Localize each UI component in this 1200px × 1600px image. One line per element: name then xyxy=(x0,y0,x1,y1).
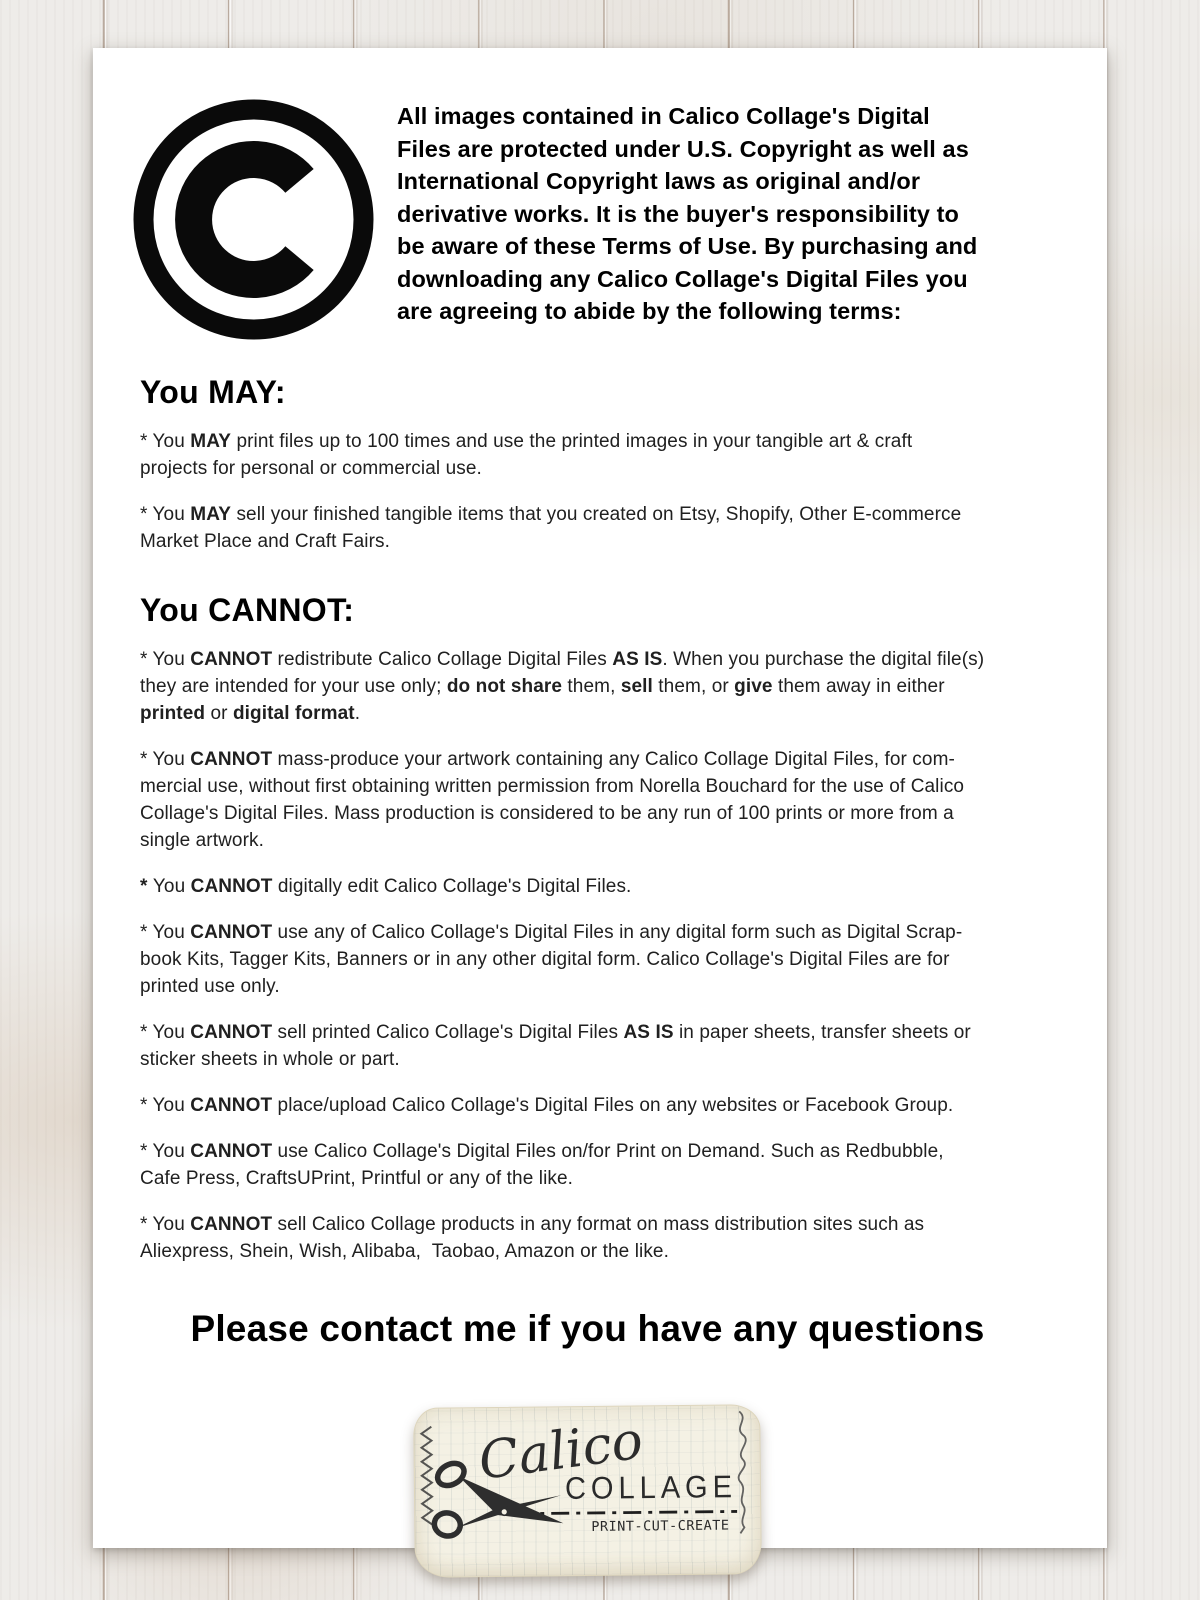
section-you-may xyxy=(140,372,1035,555)
terms-paragraph: * You CANNOT digitally edit Calico Collage's Digital Files. xyxy=(140,876,632,897)
terms-paragraph: * You MAY print files up to 100 times and use the printed images in your tangible art & craft projects for personal or commercial use. xyxy=(140,431,913,479)
logo-caps-text: COLLAGE xyxy=(564,1470,738,1507)
terms-paragraph: * You CANNOT redistribute Calico Collage Digital Files AS IS. When you purchase the digital file(s) they are intended for your use only; do not share them, sell them, or give them away in either printed or digital format. xyxy=(140,649,985,724)
terms-paragraph: * You MAY sell your finished tangible items that you created on Etsy, Shopify, Other E-commerce Market Place and Craft Fairs. xyxy=(140,504,962,552)
cannot-paragraphs xyxy=(140,646,1035,1265)
logo-tagline-text: PRINT-CUT-CREATE xyxy=(591,1517,730,1535)
terms-paragraph: * You CANNOT place/upload Calico Collage's Digital Files on any websites or Facebook Group. xyxy=(140,1095,954,1116)
logo-script-text: Calico xyxy=(475,1410,647,1492)
section-heading-may: You MAY: xyxy=(140,374,286,410)
intro-text: All images contained in Calico Collage's Digital Files are protected under U.S. Copyright as well as International Copyright laws as original and/or derivative works. It is the buyer's responsibility to be aware of these Terms of Use. By purchasing and downloading any Calico Collage's Digital Files you are agreeing to abide by the following terms: xyxy=(397,103,978,324)
terms-paragraph: * You CANNOT mass-produce your artwork containing any Calico Collage Digital Files, for com- mercial use, without first obtaining written permission from Norella Bouchard for the use of Calico Collage's Digital Files. Mass production is considered to be any run of 100 prints or more from a single artwork. xyxy=(140,749,965,851)
stitch-right-icon xyxy=(729,1409,756,1535)
calico-collage-logo xyxy=(413,1404,762,1578)
section-you-cannot xyxy=(140,590,1035,1265)
terms-paragraph: * You CANNOT sell Calico Collage products in any format on mass distribution sites such as Aliexpress, Shein, Wish, Alibaba, Taobao, Amazon or the like. xyxy=(140,1214,925,1262)
terms-paragraph: * You CANNOT use any of Calico Collage's Digital Files in any digital form such as Digital Scrap- book Kits, Tagger Kits, Banners or in any other digital form. Calico Collage's Digital Files are for printed use only. xyxy=(140,922,963,997)
terms-paragraph: * You CANNOT sell printed Calico Collage's Digital Files AS IS in paper sheets, transfer sheets or sticker sheets in whole or part. xyxy=(140,1022,971,1070)
copyright-icon xyxy=(132,98,375,341)
terms-paragraph: * You CANNOT use Calico Collage's Digital Files on/for Print on Demand. Such as Redbubble, Cafe Press, CraftsUPrint, Printful or any of the like. xyxy=(140,1141,944,1189)
may-paragraphs xyxy=(140,428,1035,555)
terms-of-use-document xyxy=(93,48,1107,1548)
document-header xyxy=(132,48,1035,341)
section-heading-cannot: You CANNOT: xyxy=(140,592,355,628)
contact-note: Please contact me if you have any questions xyxy=(190,1308,985,1349)
